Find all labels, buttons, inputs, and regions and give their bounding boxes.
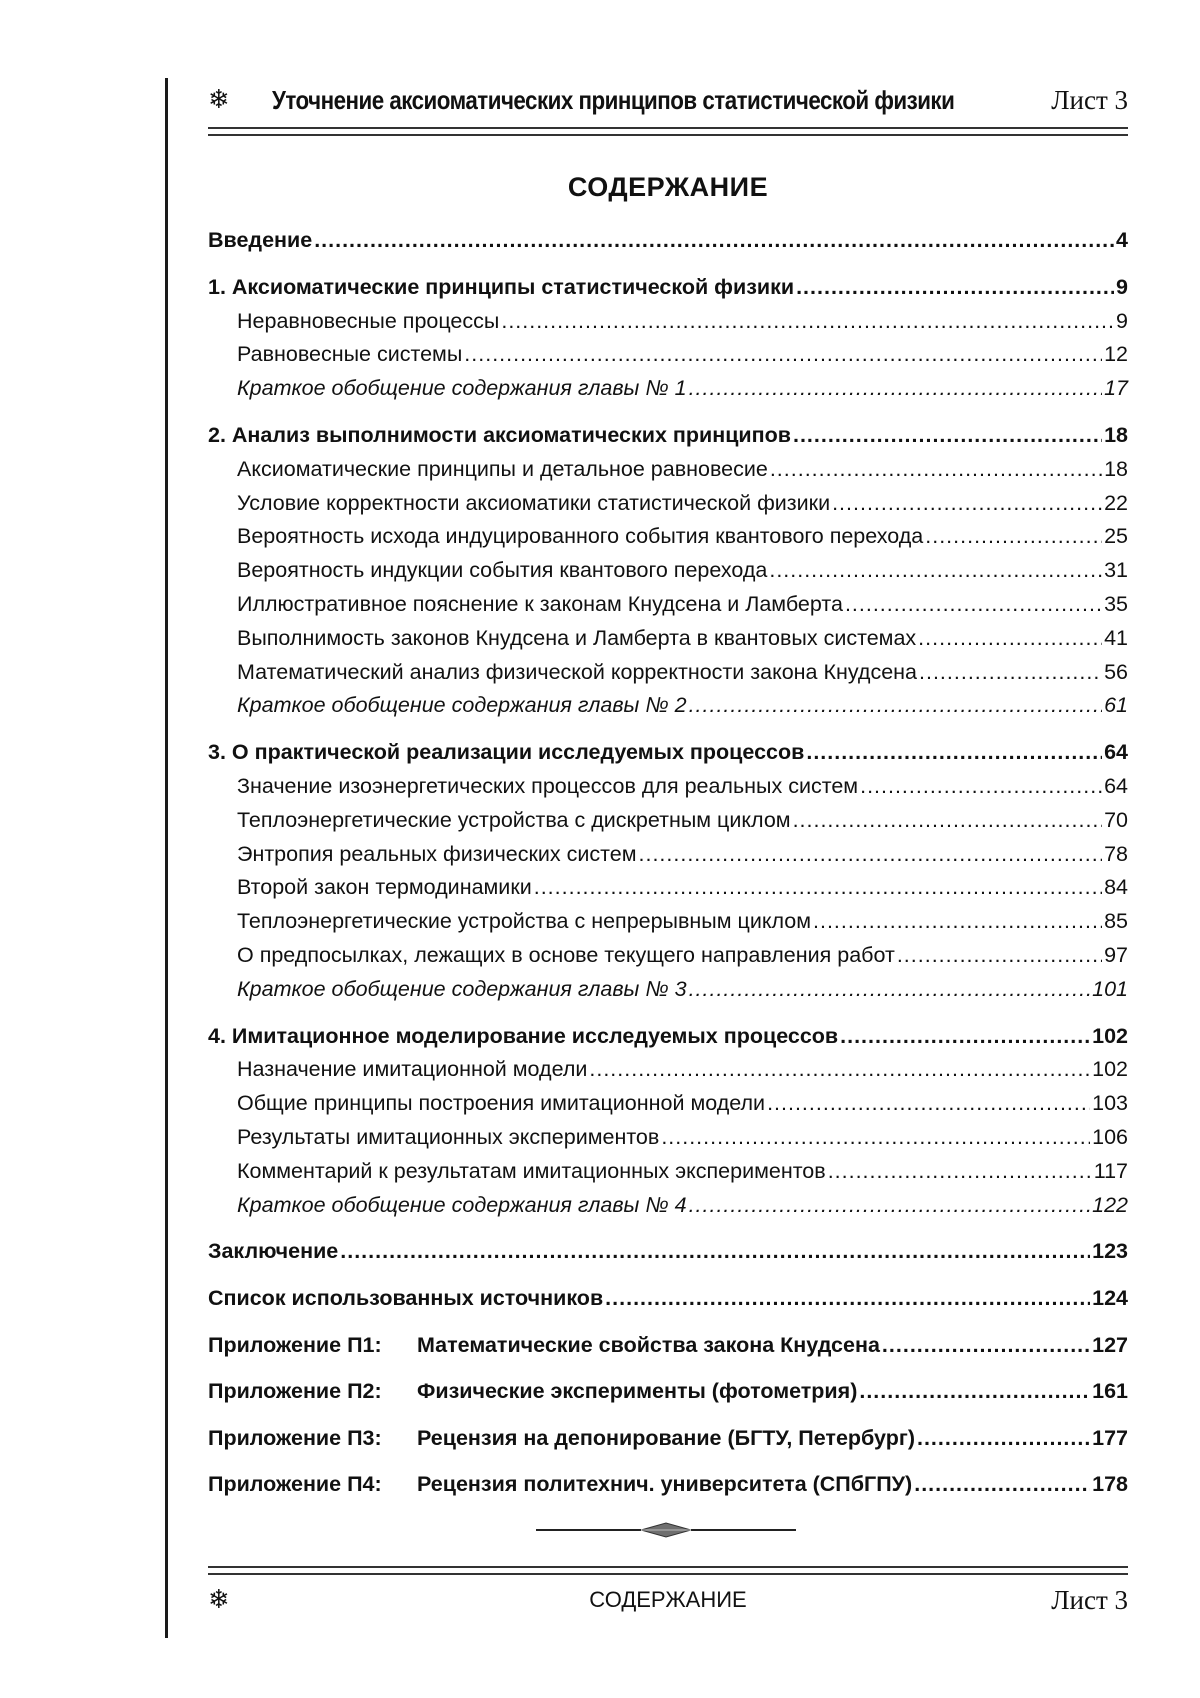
toc-entry-title: 1. Аксиоматические принципы статистической физики	[208, 274, 795, 299]
toc-entry-title: 4. Имитационное моделирование исследуемых процессов	[208, 1023, 839, 1048]
dot-leader	[689, 372, 1103, 406]
toc-page-number: 56	[1104, 659, 1128, 684]
dot-leader	[639, 838, 1103, 872]
dot-leader	[840, 1020, 1090, 1054]
toc-entry-chapter[interactable]	[208, 1020, 1128, 1054]
toc-entry-summary[interactable]	[208, 1189, 1128, 1223]
dot-leader	[796, 271, 1114, 305]
toc-entry-title	[208, 1422, 915, 1456]
left-margin-rule	[165, 78, 168, 1638]
appendix-code: Приложение П2:	[208, 1379, 382, 1404]
toc-page-number: 25	[1104, 524, 1128, 549]
appendix-title: Физические эксперименты (фотометрия)	[417, 1379, 858, 1404]
toc-page-number: 124	[1092, 1286, 1128, 1311]
toc-entry-title: Теплоэнергетические устройства с дискретным циклом	[237, 807, 791, 832]
toc-entry-title: Второй закон термодинамики	[237, 875, 532, 900]
toc-entry-title: Значение изоэнергетических процессов для реальных систем	[237, 773, 859, 798]
toc-entry-section[interactable]	[208, 1087, 1128, 1121]
toc-page-number: 123	[1092, 1239, 1128, 1264]
toc-entry-title: Краткое обобщение содержания главы № 3	[237, 976, 687, 1001]
toc-page-number: 70	[1104, 807, 1128, 832]
toc-entry-title: Комментарий к результатам имитационных экспериментов	[237, 1158, 826, 1183]
toc-entry-title: Список использованных источников	[208, 1286, 604, 1311]
toc-entry-title	[208, 1375, 857, 1409]
dot-leader	[828, 1155, 1092, 1189]
header-divider	[208, 127, 1128, 136]
toc-page-number: 4	[1116, 228, 1128, 252]
toc-entry-summary[interactable]	[208, 689, 1128, 723]
diamond-divider-icon	[536, 1520, 796, 1540]
toc-page-number: 41	[1104, 625, 1128, 650]
dot-leader	[589, 1053, 1090, 1087]
toc-entry-title: Результаты имитационных экспериментов	[237, 1124, 660, 1149]
dot-leader	[917, 1422, 1090, 1456]
appendix-code: Приложение П1:	[208, 1332, 382, 1357]
toc-entry-section[interactable]	[208, 622, 1128, 656]
dot-leader	[793, 804, 1103, 838]
page-footer	[208, 1580, 1128, 1624]
toc-entry-title: Условие корректности аксиоматики статистической физики	[237, 490, 831, 515]
dot-leader	[918, 622, 1102, 656]
toc-entry-title: 3. О практической реализации исследуемых процессов	[208, 740, 805, 765]
toc-page-number: 161	[1092, 1379, 1128, 1404]
toc-page-number: 9	[1116, 308, 1128, 333]
toc-page-number: 9	[1116, 274, 1128, 299]
toc-page-number: 84	[1104, 875, 1128, 900]
dot-leader	[605, 1282, 1090, 1316]
toc-entry-section[interactable]	[208, 838, 1128, 872]
table-of-contents	[208, 224, 1128, 1502]
toc-entry-chapter[interactable]	[208, 271, 1128, 305]
toc-page-number: 102	[1092, 1023, 1128, 1048]
toc-entry-section[interactable]	[208, 1121, 1128, 1155]
toc-entry-title: Заключение	[208, 1239, 339, 1264]
dot-leader	[914, 1468, 1090, 1502]
toc-entry-title: Назначение имитационной модели	[237, 1057, 588, 1082]
dot-leader	[806, 736, 1102, 770]
dot-leader	[767, 1087, 1090, 1121]
dot-leader	[793, 419, 1102, 453]
appendix-title: Рецензия политехнич. университета (СПбГПУ)	[417, 1472, 913, 1497]
dot-leader	[769, 554, 1102, 588]
toc-entry-appendix[interactable]	[208, 1468, 1128, 1502]
dot-leader	[464, 338, 1102, 372]
toc-page-number: 103	[1092, 1091, 1128, 1116]
toc-entry-title: О предпосылках, лежащих в основе текущего направления работ	[237, 942, 895, 967]
toc-entry-section[interactable]	[208, 588, 1128, 622]
toc-entry-section[interactable]	[208, 939, 1128, 973]
toc-page-number: 85	[1104, 909, 1128, 934]
toc-entry-title: Вероятность индукции события квантового перехода	[237, 558, 768, 583]
toc-entry-section[interactable]	[208, 656, 1128, 690]
footer-section-label: СОДЕРЖАНИЕ	[589, 1587, 747, 1612]
toc-entry-title	[208, 1329, 880, 1363]
toc-entry-section[interactable]	[208, 871, 1128, 905]
toc-page-number: 61	[1104, 693, 1128, 718]
toc-entry-section[interactable]	[208, 1155, 1128, 1189]
toc-page-number: 22	[1104, 490, 1128, 515]
toc-entry-title: Энтропия реальных физических систем	[237, 841, 637, 866]
dot-leader	[860, 770, 1102, 804]
toc-entry-appendix[interactable]	[208, 1422, 1128, 1456]
toc-entry-chapter[interactable]	[208, 224, 1128, 258]
toc-heading: СОДЕРЖАНИЕ	[567, 172, 769, 202]
dot-leader	[832, 487, 1102, 521]
toc-entry-appendix[interactable]	[208, 1329, 1128, 1363]
toc-entry-section[interactable]	[208, 453, 1128, 487]
toc-page-number: 12	[1104, 342, 1128, 367]
snowflake-icon: ❄	[208, 85, 230, 115]
snowflake-icon: ❄	[208, 1585, 230, 1615]
toc-entry-title: Общие принципы построения имитационной модели	[237, 1091, 766, 1116]
dot-leader	[314, 224, 1114, 258]
toc-entry-section[interactable]	[208, 554, 1128, 588]
toc-entry-summary[interactable]	[208, 372, 1128, 406]
toc-page-number: 64	[1104, 740, 1128, 765]
dot-leader	[689, 689, 1103, 723]
toc-page-number: 127	[1092, 1332, 1128, 1357]
dot-leader	[925, 520, 1102, 554]
appendix-title: Рецензия на депонирование (БГТУ, Петербург)	[417, 1425, 915, 1450]
toc-entry-title: Неравновесные процессы	[237, 308, 500, 333]
toc-page-number: 101	[1092, 976, 1128, 1001]
dot-leader	[882, 1329, 1090, 1363]
dot-leader	[770, 453, 1102, 487]
running-title: Уточнение аксиоматических принципов статистической физики	[272, 85, 955, 115]
footer-divider	[208, 1566, 1128, 1575]
dot-leader	[859, 1375, 1090, 1409]
toc-entry-title: Иллюстративное пояснение к законам Кнудсена и Ламберта	[237, 591, 843, 616]
toc-page-number: 97	[1104, 942, 1128, 967]
dot-leader	[813, 905, 1102, 939]
toc-page-number: 117	[1093, 1158, 1128, 1183]
toc-page-number: 178	[1092, 1472, 1128, 1497]
toc-entry-title	[208, 1468, 912, 1502]
toc-page-number: 35	[1104, 591, 1128, 616]
toc-entry-section[interactable]	[208, 520, 1128, 554]
toc-entry-title: 2. Анализ выполнимости аксиоматических принципов	[208, 422, 791, 447]
toc-page-number: 102	[1092, 1057, 1128, 1082]
toc-entry-appendix[interactable]	[208, 1375, 1128, 1409]
toc-page-number: 78	[1104, 841, 1128, 866]
appendix-code: Приложение П4:	[208, 1472, 382, 1497]
toc-entry-title: Краткое обобщение содержания главы № 4	[237, 1192, 687, 1217]
dot-leader	[340, 1235, 1090, 1269]
toc-page-number: 64	[1104, 773, 1128, 798]
toc-entry-title: Теплоэнергетические устройства с непрерывным циклом	[237, 909, 812, 934]
toc-page-number: 31	[1104, 558, 1128, 583]
dot-leader	[534, 871, 1102, 905]
sheet-number: Лист 3	[1051, 1585, 1128, 1615]
toc-entry-title: Аксиоматические принципы и детальное равновесие	[237, 456, 768, 481]
dot-leader	[501, 305, 1114, 339]
page-header	[208, 80, 1128, 126]
toc-entry-chapter[interactable]	[208, 419, 1128, 453]
toc-entry-section[interactable]	[208, 487, 1128, 521]
toc-entry-title: Выполнимость законов Кнудсена и Ламберта в квантовых системах	[237, 625, 917, 650]
toc-page-number: 122	[1092, 1192, 1128, 1217]
toc-entry-title: Равновесные системы	[237, 342, 463, 367]
toc-entry-section[interactable]	[208, 305, 1128, 339]
sheet-number: Лист 3	[1051, 85, 1128, 115]
toc-entry-section[interactable]	[208, 804, 1128, 838]
toc-page-number: 18	[1104, 422, 1128, 447]
toc-entry-section[interactable]	[208, 1053, 1128, 1087]
toc-page-number: 17	[1104, 376, 1128, 401]
toc-entry-section[interactable]	[208, 338, 1128, 372]
toc-entry-section[interactable]	[208, 905, 1128, 939]
toc-entry-title: Краткое обобщение содержания главы № 2	[237, 693, 687, 718]
toc-entry-chapter[interactable]	[208, 1235, 1128, 1269]
toc-page-number: 18	[1104, 456, 1128, 481]
toc-entry-chapter[interactable]	[208, 736, 1128, 770]
toc-page-number: 177	[1092, 1425, 1128, 1450]
toc-entry-title: Математический анализ физической корректности закона Кнудсена	[237, 659, 917, 684]
dot-leader	[661, 1121, 1090, 1155]
dot-leader	[689, 1189, 1091, 1223]
dot-leader	[897, 939, 1102, 973]
dot-leader	[919, 656, 1102, 690]
toc-entry-title: Введение	[208, 228, 313, 252]
appendix-title: Математические свойства закона Кнудсена	[417, 1332, 880, 1357]
appendix-code: Приложение П3:	[208, 1425, 382, 1450]
dot-leader	[845, 588, 1102, 622]
toc-page-number: 106	[1092, 1124, 1128, 1149]
toc-entry-chapter[interactable]	[208, 1282, 1128, 1316]
toc-entry-summary[interactable]	[208, 973, 1128, 1007]
toc-entry-section[interactable]	[208, 770, 1128, 804]
toc-entry-title: Вероятность исхода индуцированного события квантового перехода	[237, 524, 924, 549]
dot-leader	[689, 973, 1091, 1007]
toc-entry-title: Краткое обобщение содержания главы № 1	[237, 376, 687, 401]
